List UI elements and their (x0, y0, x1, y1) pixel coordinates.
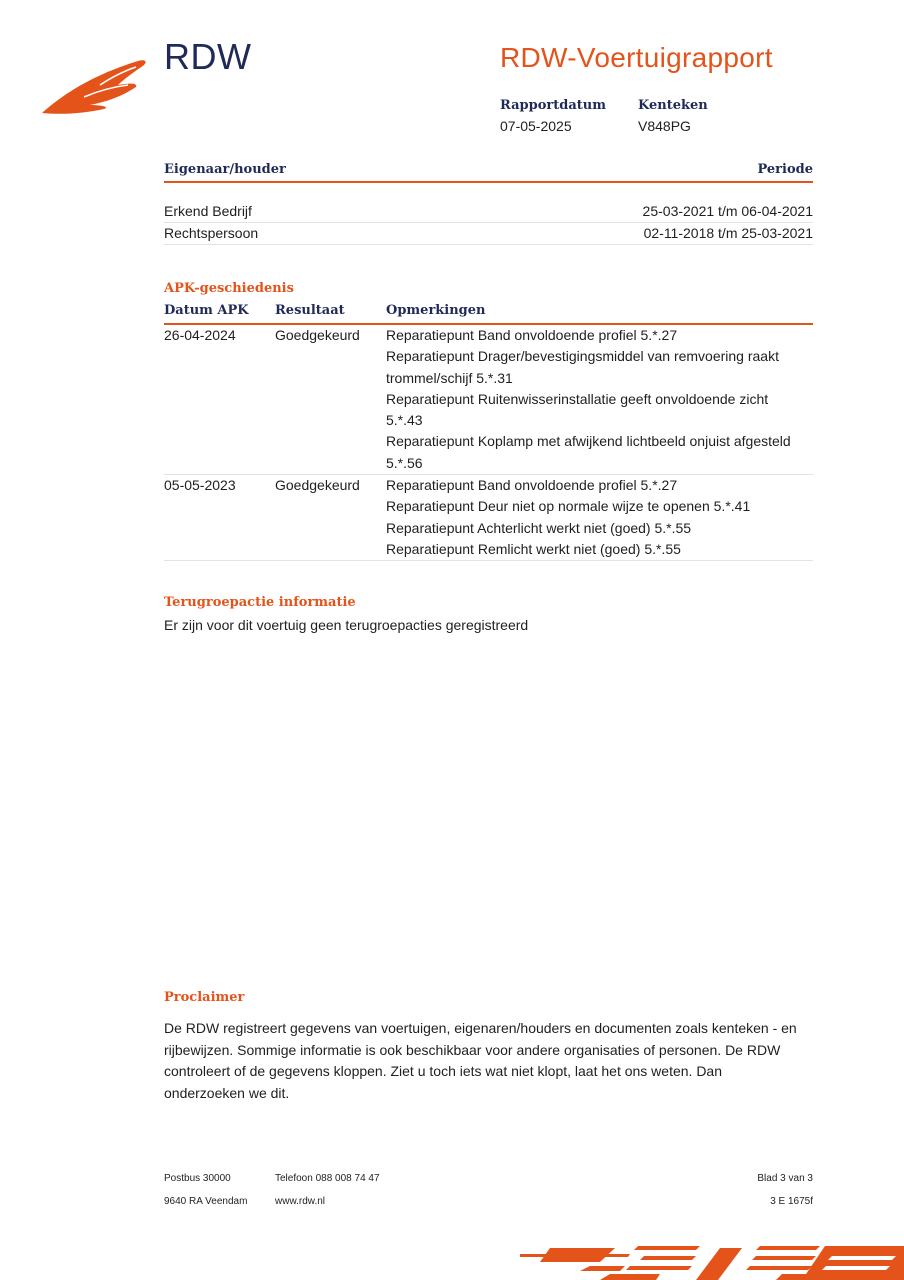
plate-label: Kenteken (638, 98, 708, 113)
apk-remark: Reparatiepunt Koplamp met afwijkend lichtbeeld onjuist afgesteld 5.*.56 (386, 433, 791, 471)
owner-period: 02-11-2018 t/m 25-03-2021 (643, 225, 813, 241)
recall-text: Er zijn voor dit voertuig geen terugroepacties geregistreerd (164, 617, 529, 633)
apk-remark: Reparatiepunt Remlicht werkt niet (goed) 5.*.55 (386, 540, 681, 557)
apk-remark: Reparatiepunt Ruitenwisserinstallatie geeft onvoldoende zicht 5.*.43 (386, 390, 769, 429)
owners-header (164, 155, 813, 183)
footer-website: www.rdw.nl (275, 1196, 326, 1207)
apk-result-column-header: Resultaat (275, 303, 345, 318)
apk-remark: Reparatiepunt Drager/bevestigingsmiddel van remvoering raakt trommel/schijf 5.*.31 (386, 348, 779, 386)
apk-table (164, 301, 813, 561)
apk-remarks-column-header: Opmerkingen (386, 303, 486, 318)
footer-address-line2: 9640 RA Veendam (164, 1196, 248, 1207)
footer-phone: Telefoon 088 008 74 47 (275, 1173, 380, 1184)
rdw-logo-icon (40, 55, 150, 117)
apk-remarks (386, 475, 796, 560)
apk-remark: Reparatiepunt Band onvoldoende profiel 5.*.27 (386, 327, 678, 343)
owner-name: Erkend Bedrijf (164, 203, 252, 219)
apk-entry (164, 325, 813, 475)
apk-result: Goedgekeurd (275, 477, 360, 494)
apk-section-title: APK-geschiedenis (164, 281, 294, 296)
report-title: RDW-Voertuigrapport (500, 42, 773, 73)
owner-period: 25-03-2021 t/m 06-04-2021 (642, 203, 813, 219)
owner-column-header: Eigenaar/houder (164, 162, 286, 177)
apk-date: 05-05-2023 (164, 477, 236, 494)
recall-section-title: Terugroepactie informatie (164, 595, 356, 610)
apk-remarks (386, 325, 796, 474)
footer-address-line1: Postbus 30000 (164, 1173, 231, 1184)
footer-document-code: 3 E 1675f (770, 1196, 813, 1207)
apk-remark: Reparatiepunt Deur niet op normale wijze te openen 5.*.41 (386, 498, 751, 515)
apk-result: Goedgekeurd (275, 327, 360, 343)
plate-value: V848PG (638, 118, 691, 134)
owner-row (164, 223, 813, 245)
disclaimer-title: Proclaimer (164, 990, 245, 1005)
decorative-stripes-icon (520, 1240, 904, 1280)
report-date-value: 07-05-2025 (500, 118, 572, 134)
apk-remark: Reparatiepunt Achterlicht werkt niet (goed) 5.*.55 (386, 519, 692, 536)
report-date-label: Rapportdatum (500, 98, 606, 113)
apk-remark: Reparatiepunt Band onvoldoende profiel 5.*.27 (386, 477, 678, 494)
footer-page-number: Blad 3 van 3 (757, 1173, 813, 1184)
owner-name: Rechtspersoon (164, 225, 259, 241)
period-column-header: Periode (757, 162, 813, 177)
apk-date: 26-04-2024 (164, 327, 236, 343)
owner-row (164, 201, 813, 223)
apk-entry (164, 475, 813, 561)
disclaimer-text: De RDW registreert gegevens van voertuigen, eigenaren/houders en documenten zoals kenteken - en rijbewijzen. Sommige informatie is ook beschikbaar voor andere organisaties of personen. De RDW controleert of de gegevens kloppen. Ziet u toch iets wat niet klopt, laat het ons weten. Dan onderzoeken we dit. (164, 1020, 797, 1101)
apk-table-header (164, 301, 813, 325)
logo-text: RDW (164, 36, 252, 77)
apk-date-column-header: Datum APK (164, 303, 249, 318)
